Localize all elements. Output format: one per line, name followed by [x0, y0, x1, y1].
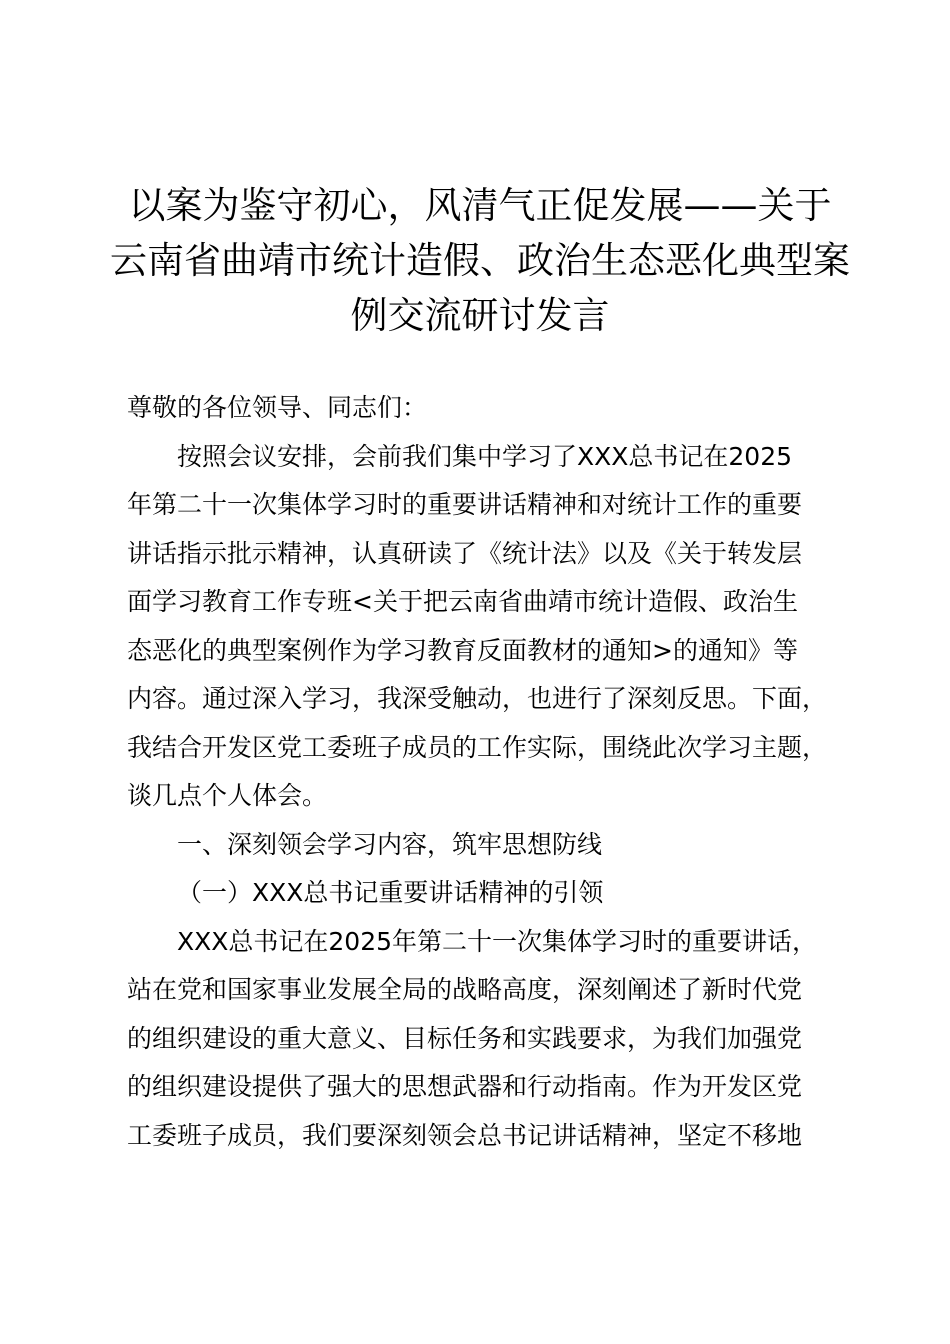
section-heading: 一、深刻领会学习内容，筑牢思想防线 — [177, 829, 603, 859]
paragraph-line: 内容。通过深入学习，我深受触动，也进行了深刻反思。下面， — [127, 684, 828, 713]
paragraph-line: 年第二十一次集体学习时的重要讲话精神和对统计工作的重要 — [127, 490, 803, 519]
paragraph-line: 谈几点个人体会。 — [127, 781, 328, 810]
title-line: 云南省曲靖市统计造假、政治生态恶化典型案 — [110, 239, 850, 282]
paragraph-line: 讲话指示批示精神，认真研读了《统计法》以及《关于转发层 — [127, 538, 803, 568]
document-body — [127, 384, 832, 1160]
paragraph-line: 态恶化的典型案例作为学习教育反面教材的通知>的通知》等 — [127, 635, 798, 665]
paragraph-line: 站在党和国家事业发展全局的战略高度，深刻阐述了新时代党 — [127, 975, 803, 1004]
paragraph-line: 面学习教育工作专班<关于把云南省曲靖市统计造假、政治生 — [127, 587, 798, 616]
paragraph-line: 工委班子成员，我们要深刻领会总书记讲话精神，坚定不移地 — [127, 1120, 803, 1150]
paragraph-intro — [127, 433, 832, 482]
title-line: 例交流研讨发言 — [350, 294, 610, 337]
title-line: 以案为鉴守初心，风清气正促发展——关于 — [128, 184, 832, 227]
paragraph-line: 我结合开发区党工委班子成员的工作实际，围绕此次学习主题， — [127, 732, 828, 762]
paragraph-line: 的组织建设的重大意义、目标任务和实践要求，为我们加强党 — [127, 1023, 803, 1053]
paragraph-line: 按照会议安排，会前我们集中学习了XXX总书记在2025 — [177, 441, 793, 471]
document-title — [110, 178, 850, 343]
paragraph-speech-continued — [127, 966, 832, 1160]
paragraph-line: XXX总书记在2025年第二十一次集体学习时的重要讲话， — [177, 926, 818, 956]
subsection-heading: （一）XXX总书记重要讲话精神的引领 — [177, 878, 604, 907]
paragraph-line: 的组织建设提供了强大的思想武器和行动指南。作为开发区党 — [127, 1072, 803, 1101]
paragraph-speech — [127, 918, 832, 967]
salutation: 尊敬的各位领导、同志们： — [127, 393, 428, 422]
paragraph-intro-continued — [127, 481, 832, 821]
